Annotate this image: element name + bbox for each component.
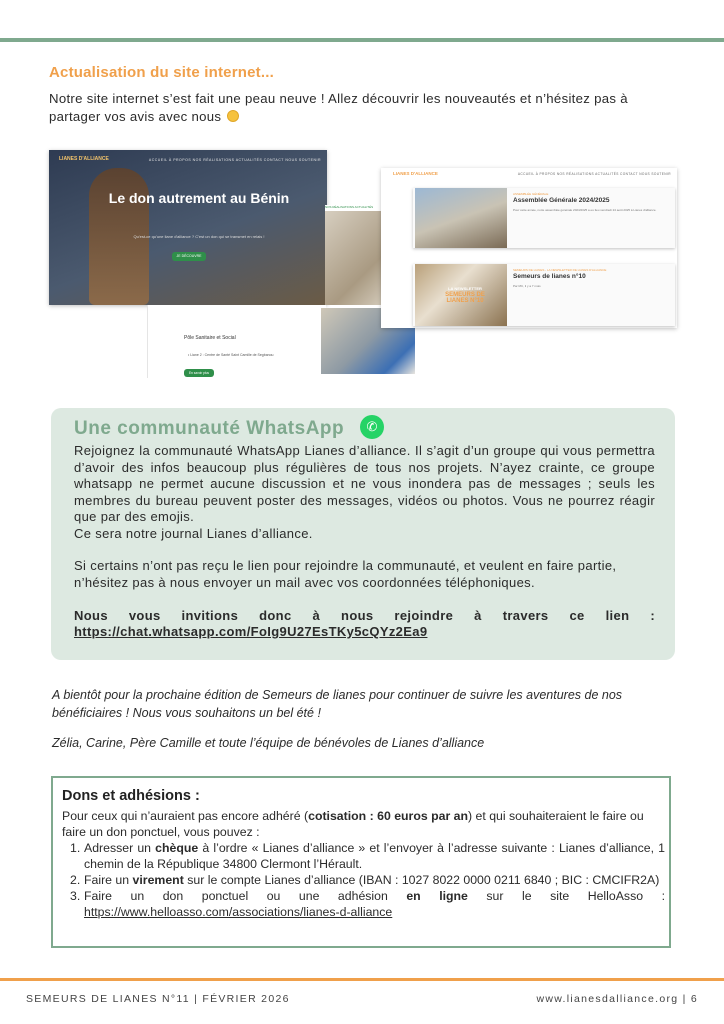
bottom-divider bbox=[0, 978, 724, 981]
newsletter-cover-top: LA NEWSLETTER bbox=[448, 286, 482, 291]
sanitaire-button: En savoir plus bbox=[184, 369, 214, 377]
photos-strip-nav: NOS RÉALISATIONS ACTUALITÉS bbox=[325, 205, 405, 211]
item-bold: chèque bbox=[155, 841, 199, 855]
item-before: Faire un bbox=[84, 873, 133, 887]
newsletter-cover-name: SEMEURS DE LIANES N°10 bbox=[445, 292, 485, 304]
section-title-website: Actualisation du site internet... bbox=[49, 64, 274, 81]
whatsapp-title: Une communauté WhatsApp bbox=[74, 418, 345, 439]
whatsapp-paragraph-1-end: Ce sera notre journal Lianes d’alliance. bbox=[74, 525, 313, 541]
ag-photo bbox=[415, 188, 507, 248]
list-item-en-ligne bbox=[62, 888, 665, 904]
card2-kicker: SEMEURS DE LIANES - LA NEWSLETTER DE LIANES D'ALLIANCE bbox=[513, 268, 607, 272]
item-after: sur le compte Lianes d’alliance (IBAN : 1027 8022 0000 0211 6840 ; BIC : CMCIFR2A) bbox=[183, 873, 660, 887]
closing-message: A bientôt pour la prochaine édition de Semeurs de lianes pour continuer de suivre les aventures de nos bénéficiaires ! Nous vous souhaitons un bel été ! bbox=[52, 688, 623, 720]
hero-title: Le don autrement au Bénin bbox=[108, 190, 290, 206]
sanitaire-title: Pôle Sanitaire et Social bbox=[184, 335, 236, 341]
website-screenshots-collage bbox=[49, 150, 677, 378]
intro-cotisation: cotisation : 60 euros par an bbox=[308, 809, 469, 823]
list-num: 2. bbox=[70, 873, 81, 887]
donations-box bbox=[51, 776, 671, 948]
card1-text: Pour cette année, notre assemblée générale 2024/2025 a eu lieu vendredi 24 août 2025 à Lianes d'alliance. bbox=[513, 208, 657, 212]
list-item-virement bbox=[62, 872, 665, 888]
list-item-cheque bbox=[62, 840, 665, 872]
card2-text: Par MC, il y a 7 mois bbox=[513, 284, 541, 288]
list-num: 3. bbox=[70, 889, 81, 903]
hero-brand-logo: LIANES D'ALLIANCE bbox=[59, 156, 109, 162]
footer-issue: SEMEURS DE LIANES N°11 | FÉVRIER 2026 bbox=[26, 993, 290, 1005]
intro-after: ) et qui souhaiteraient le faire ou faire un don ponctuel, vous pouvez : bbox=[62, 809, 644, 839]
whatsapp-paragraph-1 bbox=[74, 443, 655, 542]
list-item-link-line bbox=[62, 904, 665, 920]
whatsapp-invite: Nous vous invitions donc à nous rejoindre à travers ce lien : bbox=[74, 608, 655, 623]
whatsapp-link[interactable]: https://chat.whatsapp.com/FoIg9U27EsTKy5cQYz2Ea9 bbox=[74, 624, 428, 639]
sanitaire-line: • Liane 2 : Centre de Santé Saint Camille de Segbanou bbox=[188, 353, 274, 357]
newsletter-cover-text bbox=[439, 286, 491, 304]
card1-kicker: ASSEMBLÉE GÉNÉRALE bbox=[513, 192, 549, 196]
website-intro bbox=[49, 90, 675, 126]
signature: Zélia, Carine, Père Camille et toute l’équipe de bénévoles de Lianes d’alliance bbox=[52, 736, 485, 750]
item-before: Faire un don ponctuel ou une adhésion bbox=[84, 889, 407, 903]
homepage-screenshot bbox=[49, 150, 327, 305]
whatsapp-icon: ✆ bbox=[360, 415, 384, 439]
card1-title: Assemblée Générale 2024/2025 bbox=[513, 197, 610, 204]
actualites-screenshot bbox=[381, 168, 677, 328]
donations-intro bbox=[62, 808, 662, 840]
news-card-newsletter bbox=[413, 264, 675, 326]
donations-list bbox=[62, 840, 665, 920]
item-after: à l’ordre « Lianes d’alliance » et l’envoyer à l’adresse suivante : Lianes d’alliance, 1 chemin de la République 34800 Clermont l’Hérault. bbox=[84, 841, 665, 871]
winking-face-icon bbox=[227, 110, 239, 122]
whatsapp-paragraph-2: Si certains n’ont pas reçu le lien pour rejoindre la communauté, et veulent en faire partie, n’hésitez pas à nous envoyer un mail avec vos coordonnées téléphoniques. bbox=[74, 558, 617, 590]
item-after: sur le site HelloAsso : bbox=[467, 889, 665, 903]
top-divider bbox=[0, 38, 724, 42]
actualites-nav: ACCUEIL À PROPOS NOS RÉALISATIONS ACTUALITÉS CONTACT NOUS SOUTENIR bbox=[517, 172, 671, 176]
actualites-brand-logo: LIANES D'ALLIANCE bbox=[393, 171, 438, 176]
hero-nav: ACCUEIL À PROPOS NOS RÉALISATIONS ACTUALITÉS CONTACT NOUS SOUTENIR bbox=[148, 158, 321, 162]
item-before: Adresser un bbox=[84, 841, 156, 855]
whatsapp-paragraph-1-text: Rejoignez la communauté WhatsApp Lianes d’alliance. Il s’agit d’un groupe qui vous permettra d’avoir des infos beaucoup plus régulières de tous nos projets. N’ayez crainte, ce groupe whatsapp ne permet aucune discussion et ne vous inondera pas de messages ; seuls les membres du bureau peuvent poster des messages, vidéos ou photos. Vous ne pourrez réagir que par des emojis. bbox=[74, 443, 655, 524]
donations-title: Dons et adhésions : bbox=[62, 788, 200, 804]
whatsapp-community-box bbox=[51, 408, 675, 660]
helloasso-link[interactable]: https://www.helloasso.com/associations/lianes-d-alliance bbox=[84, 905, 393, 919]
website-intro-text: Notre site internet s’est fait une peau neuve ! Allez découvrir les nouveautés et n’hésitez pas à partager vos avis avec nous bbox=[49, 91, 628, 124]
newsletter-cover bbox=[415, 264, 507, 326]
card2-title: Semeurs de lianes n°10 bbox=[513, 273, 586, 280]
intro-before: Pour ceux qui n’auraient pas encore adhéré ( bbox=[62, 809, 309, 823]
item-bold: en ligne bbox=[406, 889, 468, 903]
hero-button: JE DÉCOUVRE bbox=[172, 252, 206, 261]
list-num: 1. bbox=[70, 841, 81, 855]
news-card-ag bbox=[413, 188, 675, 248]
item-bold: virement bbox=[132, 873, 184, 887]
sanitaire-screenshot bbox=[147, 305, 326, 378]
hero-subtitle: Qu'est-ce qu'une liane d'alliance ? C'est un don qui se transmet en relais ! bbox=[133, 234, 265, 239]
footer-website-page: www.lianesdalliance.org | 6 bbox=[536, 993, 698, 1005]
